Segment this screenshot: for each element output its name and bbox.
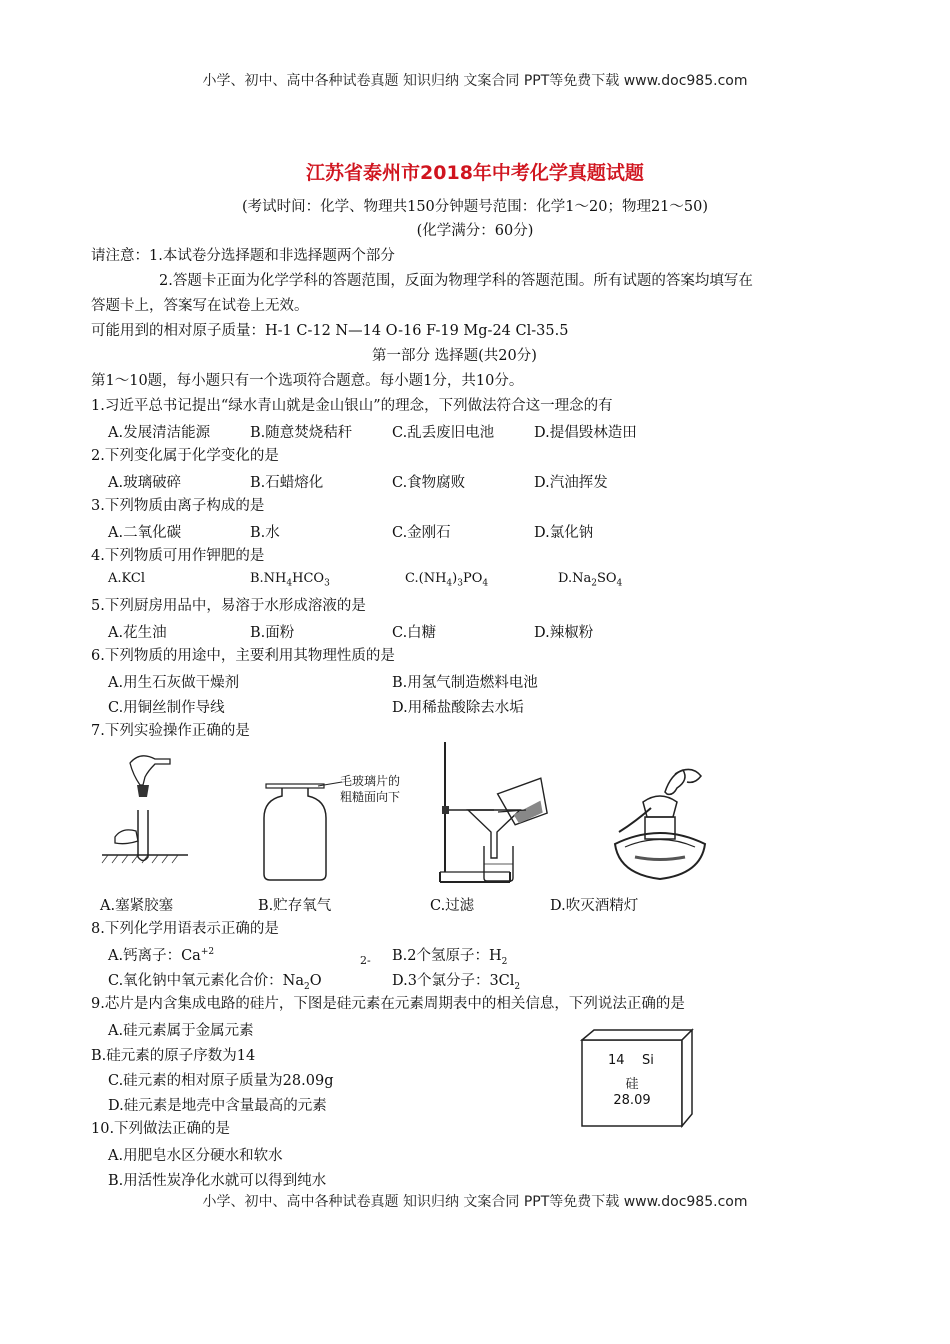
q4-stem: 4.下列物质可用作钾肥的是 <box>91 548 265 564</box>
figure-c-filtration-setup <box>440 740 570 885</box>
part1-intro: 第1～10题，每小题只有一个选项符合题意。每小题1分，共10分。 <box>91 373 524 389</box>
q7-annotation-line1: 毛玻璃片的 <box>340 774 401 788</box>
q2-option-c[interactable]: C.食物腐败 <box>392 475 466 491</box>
page-title: 江苏省泰州市2018年中考化学真题试题 <box>306 162 644 184</box>
element-mass: 28.09 <box>613 1093 651 1108</box>
q3-option-b[interactable]: B.水 <box>250 525 280 541</box>
q1-stem: 1.习近平总书记提出“绿水青山就是金山银山”的理念，下列做法符合这一理念的有 <box>91 398 613 414</box>
q7-option-b[interactable]: B.贮存氧气 <box>258 898 332 914</box>
element-number: 14 <box>608 1053 625 1068</box>
q5-stem: 5.下列厨房用品中，易溶于水形成溶液的是 <box>91 598 366 614</box>
page-header: 小学、初中、高中各种试卷真题 知识归纳 文案合同 PPT等免费下载 www.doc985.com <box>202 73 748 89</box>
q7-annotation-line2: 粗糙面向下 <box>340 790 401 804</box>
q10-option-a[interactable]: A.用肥皂水区分硬水和软水 <box>108 1148 283 1164</box>
q1-option-d[interactable]: D.提倡毁林造田 <box>534 425 637 441</box>
q2-option-b[interactable]: B.石蜡熔化 <box>250 475 324 491</box>
q8-option-a[interactable]: A.钙离子：$Ca^{+2}$ <box>108 947 215 964</box>
q5-option-c[interactable]: C.白糖 <box>392 625 437 641</box>
q3-option-d[interactable]: D.氯化钠 <box>534 525 594 541</box>
q7-option-d[interactable]: D.吹灭酒精灯 <box>550 898 639 914</box>
q7-stem: 7.下列实验操作正确的是 <box>91 723 250 739</box>
q5-option-b[interactable]: B.面粉 <box>250 625 295 641</box>
q7-option-c[interactable]: C.过滤 <box>430 898 475 914</box>
notice-2-continued: 答题卡上，答案写在试卷上无效。 <box>91 298 309 314</box>
q5-option-d[interactable]: D.辣椒粉 <box>534 625 594 641</box>
q9-option-d[interactable]: D.硅元素是地壳中含量最高的元素 <box>108 1098 327 1114</box>
part1-heading: 第一部分 选择题(共20分) <box>372 348 537 364</box>
q7-option-a[interactable]: A.塞紧胶塞 <box>100 898 174 914</box>
q3-option-c[interactable]: C.金刚石 <box>392 525 451 541</box>
q6-stem: 6.下列物质的用途中，主要利用其物理性质的是 <box>91 648 395 664</box>
q1-option-c[interactable]: C.乱丢废旧电池 <box>392 425 495 441</box>
q8-option-c[interactable]: C.氧化钠中氧元素化合价：$Na_2O$ <box>108 973 322 992</box>
q4-option-d[interactable]: $D.Na_2SO_4$ <box>558 571 623 589</box>
figure-b-gas-bottle <box>260 782 330 882</box>
q8-option-d[interactable]: D.3个氯分子：$3Cl_2$ <box>392 973 521 992</box>
q8-stem: 8.下列化学用语表示正确的是 <box>91 921 279 937</box>
q2-stem: 2.下列变化属于化学变化的是 <box>91 448 279 464</box>
page-footer: 小学、初中、高中各种试卷真题 知识归纳 文案合同 PPT等免费下载 www.doc985.com <box>202 1194 748 1210</box>
q10-stem: 10.下列做法正确的是 <box>91 1121 231 1137</box>
q9-option-b[interactable]: B.硅元素的原子序数为14 <box>91 1048 256 1064</box>
q2-option-a[interactable]: A.玻璃破碎 <box>108 475 182 491</box>
q9-option-a[interactable]: A.硅元素属于金属元素 <box>108 1023 254 1039</box>
q10-option-b[interactable]: B.用活性炭净化水就可以得到纯水 <box>108 1173 327 1189</box>
q6-option-d[interactable]: D.用稀盐酸除去水垢 <box>392 700 524 716</box>
q4-option-b[interactable]: $B.NH_4HCO_3$ <box>250 571 330 589</box>
notice-2: 2.答题卡正面为化学学科的答题范围，反面为物理学科的答题范围。所有试题的答案均填写在 <box>159 273 753 289</box>
q5-option-a[interactable]: A.花生油 <box>108 625 167 641</box>
full-score: (化学满分：60分) <box>416 223 534 239</box>
q8-option-b[interactable]: B.2个氢原子：$H_2$ <box>392 948 508 967</box>
q6-option-a[interactable]: A.用生石灰做干燥剂 <box>108 675 240 691</box>
atomic-mass-list: 可能用到的相对原子质量：H-1 C-12 N—14 O-16 F-19 Mg-24 Cl-35.5 <box>91 323 569 339</box>
q3-option-a[interactable]: A.二氧化碳 <box>108 525 182 541</box>
figure-d-alcohol-lamp <box>605 762 715 887</box>
q6-option-b[interactable]: B.用氢气制造燃料电池 <box>392 675 538 691</box>
q1-option-a[interactable]: A.发展清洁能源 <box>108 425 211 441</box>
q4-option-a[interactable]: A.KCl <box>108 571 145 586</box>
notice-1: 请注意：1.本试卷分选择题和非选择题两个部分 <box>91 248 395 264</box>
q9-option-c[interactable]: C.硅元素的相对原子质量为28.09g <box>108 1073 334 1089</box>
q6-option-c[interactable]: C.用铜丝制作导线 <box>108 700 225 716</box>
q2-option-d[interactable]: D.汽油挥发 <box>534 475 608 491</box>
figure-a-stopper-test-tube <box>100 745 190 885</box>
q3-stem: 3.下列物质由离子构成的是 <box>91 498 265 514</box>
q8-stray-charge: 2- <box>360 954 371 967</box>
element-name: 硅 <box>625 1077 639 1092</box>
q4-option-c[interactable]: $C.(NH_4)_3PO_4$ <box>405 571 489 589</box>
exam-time: (考试时间：化学、物理共150分钟题号范围：化学1～20；物理21～50) <box>241 199 709 215</box>
element-symbol: Si <box>642 1053 654 1068</box>
q1-option-b[interactable]: B.随意焚烧秸秆 <box>250 425 353 441</box>
q9-stem: 9.芯片是内含集成电路的硅片，下图是硅元素在元素周期表中的相关信息，下列说法正确的是 <box>91 996 685 1012</box>
